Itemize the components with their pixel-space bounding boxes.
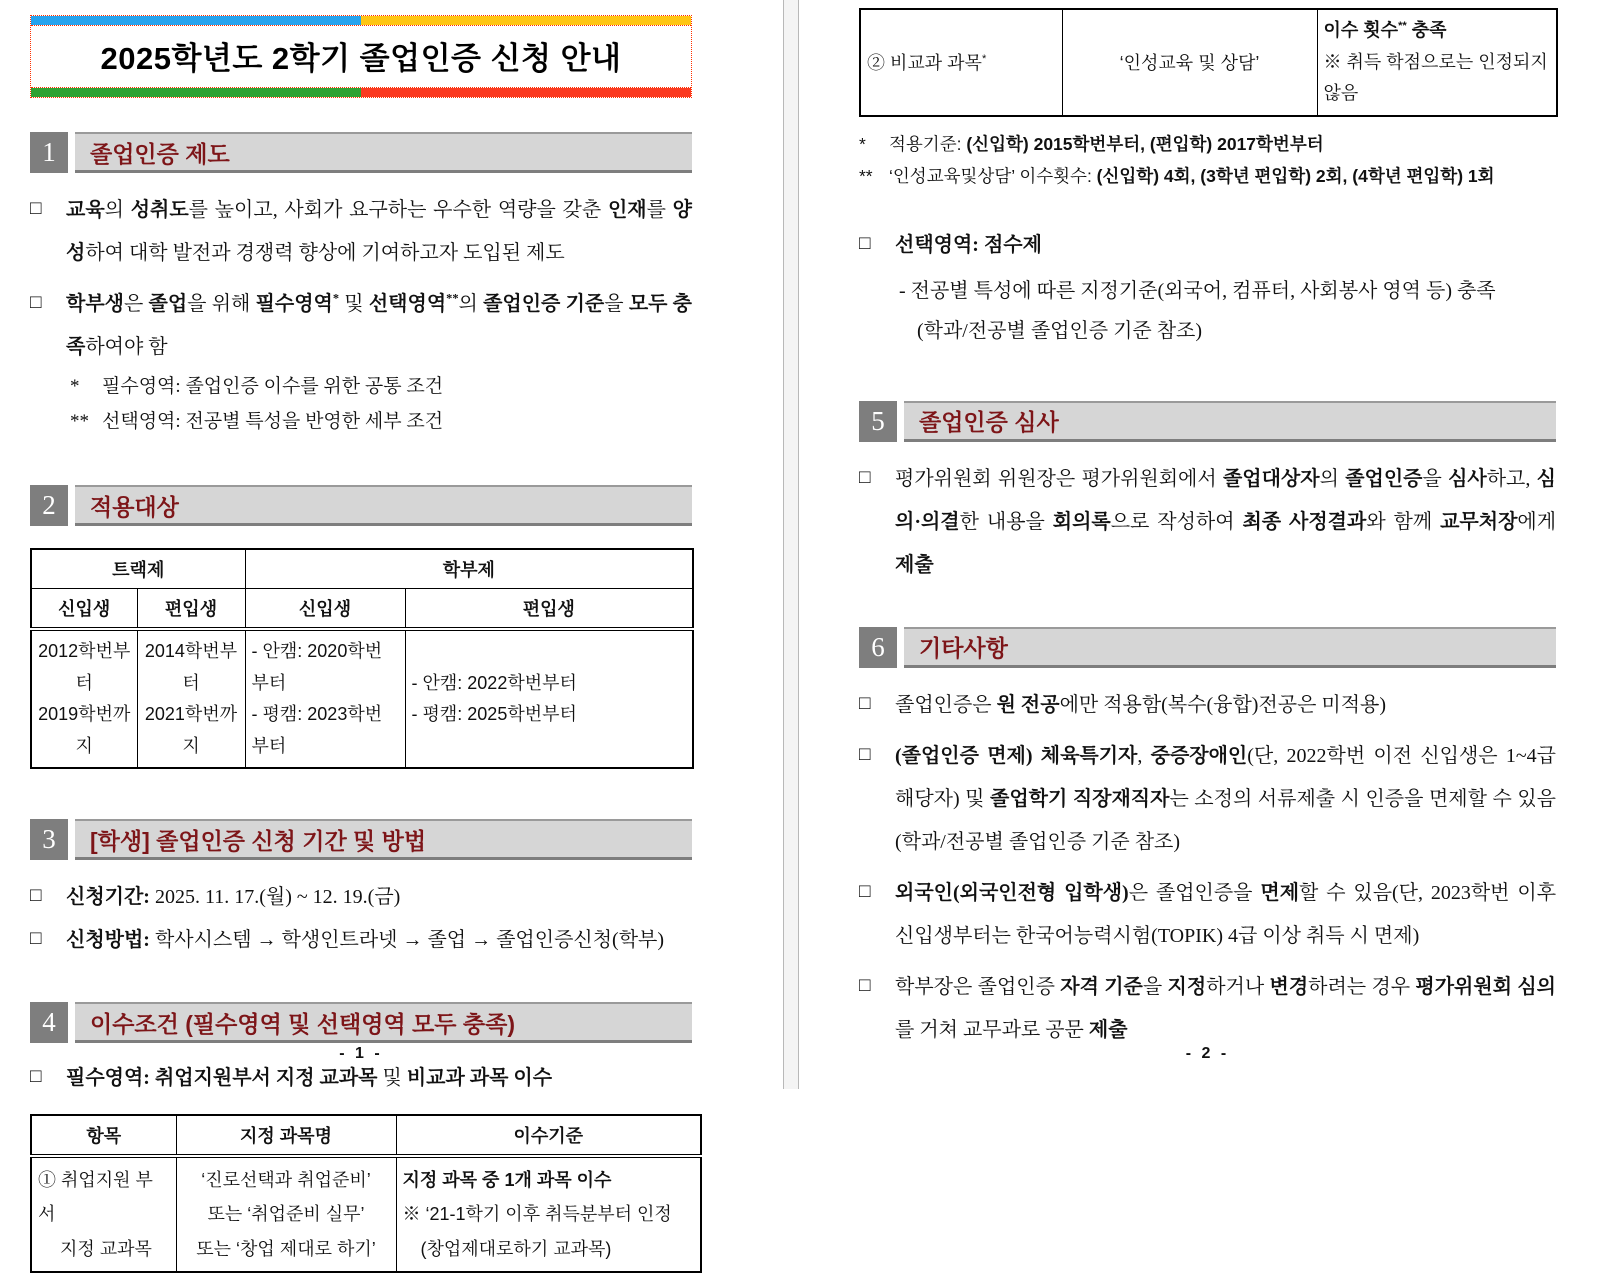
bullet-text: 학부생은 졸업을 위해 필수영역* 및 선택영역**의 졸업인증 기준을 모두 충족하여야 함	[66, 291, 693, 358]
column-header-cell: 이수기준	[396, 1115, 701, 1156]
checkbox-bullet-icon: □	[859, 692, 871, 714]
footnote-text: 필수영역: 졸업인증 이수를 위한 공통 조건	[102, 376, 444, 397]
checkbox-bullet-icon: □	[859, 974, 871, 996]
checkbox-bullet-icon: □	[30, 198, 42, 219]
table-row	[31, 1115, 701, 1156]
section-title: 기타사항	[904, 627, 1556, 668]
section-title: 졸업인증 심사	[904, 401, 1556, 442]
section-number: 6	[859, 627, 897, 668]
checkbox-bullet-icon: □	[30, 1066, 42, 1088]
checkbox-bullet-icon: □	[859, 232, 871, 254]
section-header-2	[30, 485, 692, 526]
bullet-text: 신청방법: 학사시스템 → 학생인트라넷 → 졸업 → 졸업인증신청(학부)	[66, 929, 664, 952]
section-number: 2	[30, 485, 68, 526]
table-cell: - 안캠: 2022학번부터 - 평캠: 2025학번부터	[405, 629, 693, 768]
table-cell: ① 취업지원 부서 지정 교과목	[31, 1156, 176, 1272]
bullet-item	[859, 224, 1556, 267]
checkbox-bullet-icon: □	[859, 880, 871, 902]
table-row	[31, 549, 693, 589]
footnote-text: 선택영역: 전공별 특성을 반영한 세부 조건	[102, 411, 444, 433]
footnote-marker: **	[70, 411, 89, 433]
column-header-cell: 지정 과목명	[176, 1115, 396, 1156]
table-row	[860, 9, 1557, 116]
banner-bottom-strip	[31, 88, 691, 97]
footnote-marker: *	[859, 133, 866, 154]
section-header-3	[30, 819, 692, 860]
footnote	[70, 369, 692, 404]
section-number: 5	[859, 401, 897, 442]
checkbox-bullet-icon: □	[30, 885, 42, 907]
footnote	[70, 404, 692, 439]
section-number: 4	[30, 1002, 68, 1043]
table-row	[31, 589, 693, 630]
bullet-item	[859, 684, 1556, 727]
group-header-cell: 학부제	[245, 549, 693, 589]
applicability-table	[30, 548, 694, 769]
footnote-marker: *	[70, 376, 80, 397]
column-header-cell: 항목	[31, 1115, 176, 1156]
bullet-item	[859, 735, 1556, 864]
bullet-item	[30, 283, 692, 369]
bullet-item	[30, 919, 692, 962]
section-header-6	[859, 627, 1556, 668]
footnote-marker: **	[859, 165, 873, 186]
table-cell: 지정 과목 중 1개 과목 이수 ※ ‘21-1학기 이후 취득분부터 인정 (창업제대로하기 교과목)	[396, 1156, 701, 1272]
table-cell: 2012학번부터 2019학번까지	[31, 629, 137, 768]
bullet-text: 평가위원회 위원장은 평가위원회에서 졸업대상자의 졸업인증을 심사하고, 심의·의결한 내용을 회의록으로 작성하여 최종 사정결과와 함께 교무처장에게 제출	[895, 467, 1557, 576]
banner-blue-bar	[31, 16, 361, 25]
bullet-item	[859, 966, 1556, 1052]
bullet-text: 학부장은 졸업인증 자격 기준을 지정하거나 변경하려는 경우 평가위원회 심의를 거쳐 교무과로 공문 제출	[895, 975, 1557, 1041]
table-cell: ‘진로선택과 취업준비’ 또는 ‘취업준비 실무’ 또는 ‘창업 제대로 하기’	[176, 1156, 396, 1272]
table-cell: - 안캠: 2020학번부터 - 평캠: 2023학번부터	[245, 629, 405, 768]
table-row	[31, 629, 693, 768]
table-row	[31, 1156, 701, 1272]
column-header-cell: 신입생	[245, 589, 405, 630]
bullet-text: 졸업인증은 원 전공에만 적용함(복수(융합)전공은 미적용)	[895, 693, 1387, 716]
footnote-text: ‘인성교육및상담’ 이수횟수: (신입학) 4회, (3학년 편입학) 2회, (4학년 편입학) 1회	[889, 165, 1495, 186]
page-number-1: - 1 -	[339, 1045, 383, 1062]
bullet-item	[30, 1057, 692, 1100]
section-title: [학생] 졸업인증 신청 기간 및 방법	[75, 819, 692, 860]
bullet-text: 외국인(외국인전형 입학생)은 졸업인증을 면제할 수 있음(단, 2023학번 이후 신입생부터는 한국어능력시험(TOPIK) 4급 이상 취득 시 면제)	[895, 881, 1557, 947]
bullet-text: 필수영역: 취업지원부서 지정 교과목 및 비교과 과목 이수	[66, 1067, 553, 1090]
column-header-cell: 신입생	[31, 589, 137, 630]
section-header-1	[30, 132, 692, 173]
section-title: 이수조건 (필수영역 및 선택영역 모두 충족)	[75, 1002, 692, 1043]
checkbox-bullet-icon: □	[859, 743, 871, 765]
section-number: 3	[30, 819, 68, 860]
banner-top-strip	[31, 16, 691, 25]
requirement-table	[30, 1114, 702, 1273]
title-banner	[30, 15, 692, 98]
checkbox-bullet-icon: □	[30, 292, 42, 313]
banner-green-bar	[31, 88, 361, 97]
continuation-table	[859, 8, 1558, 117]
bullet-text: 신청기간: 2025. 11. 17.(월) ~ 12. 19.(금)	[66, 886, 401, 909]
bullet-item	[30, 876, 692, 919]
footnote	[859, 163, 1556, 190]
section-header-4	[30, 1002, 692, 1043]
checkbox-bullet-icon: □	[30, 928, 42, 950]
section-number: 1	[30, 132, 68, 173]
sub-item: (학과/전공별 졸업인증 기준 참조)	[917, 319, 1203, 342]
column-header-cell: 편입생	[405, 589, 693, 630]
sub-item: - 전공별 특성에 따른 지정기준(외국어, 컴퓨터, 사회봉사 영역 등) 충족	[899, 279, 1496, 302]
bullet-item	[859, 872, 1556, 958]
group-header-cell: 트랙제	[31, 549, 245, 589]
table-cell: 이수 횟수** 충족 ※ 취득 학점으로는 인정되지 않음	[1317, 9, 1557, 116]
bullet-item	[30, 189, 692, 275]
bullet-text: (졸업인증 면제) 체육특기자, 중증장애인(단, 2022학번 이전 신입생은 1~4급 해당자) 및 졸업학기 직장재직자는 소정의 서류제출 시 인증을 면제할 수 있음(학과/전공별 졸업인증 기준 참조)	[895, 744, 1556, 853]
bullet-text: 선택영역: 점수제	[895, 233, 1042, 256]
page-number-2: - 2 -	[1185, 1045, 1230, 1062]
banner-red-bar	[361, 88, 691, 97]
table-cell: ‘인성교육 및 상담’	[1062, 9, 1317, 116]
table-cell: ② 비교과 과목*	[860, 9, 1062, 116]
bullet-text: 교육의 성취도를 높이고, 사회가 요구하는 우수한 역량을 갖춘 인재를 양성하여 대학 발전과 경쟁력 향상에 기여하고자 도입된 제도	[66, 199, 692, 264]
section-title: 졸업인증 제도	[75, 132, 692, 173]
footnote-text: 적용기준: (신입학) 2015학번부터, (편입학) 2017학번부터	[889, 133, 1324, 154]
banner-yellow-bar	[361, 16, 691, 25]
bullet-item	[859, 458, 1556, 587]
footnote	[859, 131, 1556, 158]
table-cell: 2014학번부터 2021학번까지	[137, 629, 245, 768]
page-divider	[783, 0, 799, 1089]
page-1	[0, 0, 783, 1259]
column-header-cell: 편입생	[137, 589, 245, 630]
page-2	[799, 0, 1613, 1089]
document-title: 2025학년도 2학기 졸업인증 신청 안내	[31, 25, 691, 88]
checkbox-bullet-icon: □	[859, 466, 871, 488]
section-title: 적용대상	[75, 485, 692, 526]
section-header-5	[859, 401, 1556, 442]
